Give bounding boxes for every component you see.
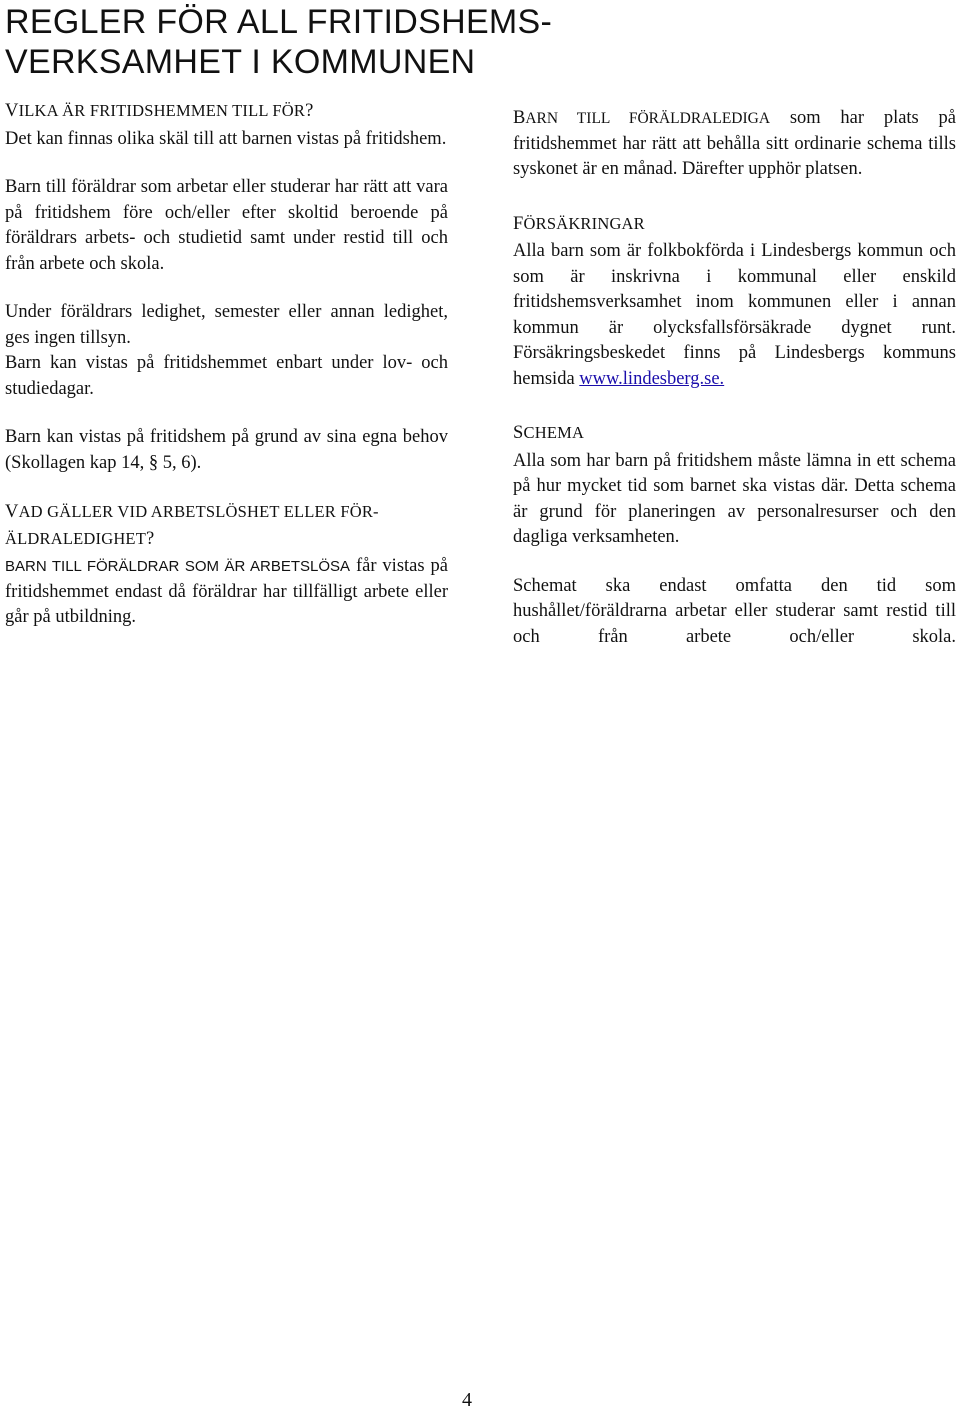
- heading-initial: V: [5, 101, 19, 121]
- paragraph-schema-omfatta: Schemat ska endast omfatta den tid som hushållet/föräldrarna arbetar eller studerar samt restid till och från arbete och/eller skola.: [513, 575, 956, 647]
- right-column: [513, 106, 956, 650]
- heading-rest: ILKA ÄR FRITIDSHEMMEN TILL FÖR: [18, 101, 306, 120]
- paragraph-lov-studiedagar: Barn kan vistas på fritidshemmet enbart under lov- och studiedagar.: [5, 353, 448, 399]
- heading-rest: AD GÄLLER VID ARBETSLÖSHET ELLER FÖR-ÄLDRALEDIGHET: [5, 502, 379, 548]
- inline-rest-arbetslosa: får vistas på fritidshemmet endast då föräldrar har tillfälligt arbete eller går på utbildning.: [5, 556, 448, 627]
- paragraph-egna-behov: Barn kan vistas på fritidshem på grund av sina egna behov (Skollagen kap 14, § 5, 6).: [5, 427, 448, 473]
- heading-rest: ÖRSÄKRINGAR: [523, 213, 645, 233]
- heading-arbetsloshet: [5, 499, 448, 552]
- paragraph-olika-skal: Det kan finnas olika skäl till att barnen vistas på fritidshem.: [5, 128, 447, 149]
- forsakring-text: Alla barn som är folkbokförda i Lindesbergs kommun och som är inskrivna i kommunal eller enskild fritidshemsverksamhet inom kommunen eller i annan kommun är olycksfallsförsäkrade dygnet runt. Försäkringsbeskedet finns på Lindesbergs kommuns hemsida: [513, 241, 956, 389]
- paragraph-forsakring: [513, 239, 956, 392]
- heading-initial: S: [513, 423, 524, 443]
- inline-rest-foraldralediga: som har plats på fritidshemmet har rätt att behålla sitt ordinarie schema tills syskonet är en månad. Därefter upphör platsen.: [513, 108, 956, 179]
- heading-rest: CHEMA: [523, 423, 585, 442]
- heading-suffix: ?: [146, 528, 155, 549]
- inline-lead-arbetslosa: BARN TILL FÖRÄLDRAR SOM ÄR ARBETSLÖSA: [5, 558, 351, 575]
- page-number: 4: [462, 1389, 472, 1411]
- heading-initial: F: [513, 213, 524, 234]
- left-column: [5, 98, 448, 631]
- heading-schema: [513, 420, 956, 447]
- inline-lead-foraldralediga: ARN TILL FÖRÄLDRALEDIGA: [525, 110, 771, 127]
- heading-suffix: ?: [305, 101, 314, 121]
- paragraph-schema-lamna-in: Alla som har barn på fritidshem måste lämna in ett schema på hur mycket tid som barnet ska vistas där. Detta schema är grund för planeringen av personalresurser och den dagliga verksamheten.: [513, 450, 956, 547]
- heading-initial: V: [5, 502, 19, 522]
- heading-forsakringar: [513, 211, 956, 238]
- document-title: REGLER FÖR ALL FRITIDSHEMS-VERKSAMHET I KOMMUNEN: [5, 3, 553, 81]
- paragraph-arbetar-studerar: Barn till föräldrar som arbetar eller studerar har rätt att vara på fritidshem före och/eller efter skoltid beroende på föräldrars arbets- och studietid samt under restid till och från arbete och skola.: [5, 177, 448, 274]
- paragraph-foraldralediga: [513, 106, 956, 183]
- inline-lead-initial: B: [513, 108, 526, 128]
- paragraph-ingen-tillsyn: Under föräldrars ledighet, semester eller annan ledighet, ges ingen tillsyn.: [5, 302, 448, 348]
- heading-vilka-ar-fritidshemmen: [5, 98, 448, 125]
- paragraph-arbetslosa: [5, 554, 448, 631]
- website-link[interactable]: www.lindesberg.se.: [579, 368, 725, 389]
